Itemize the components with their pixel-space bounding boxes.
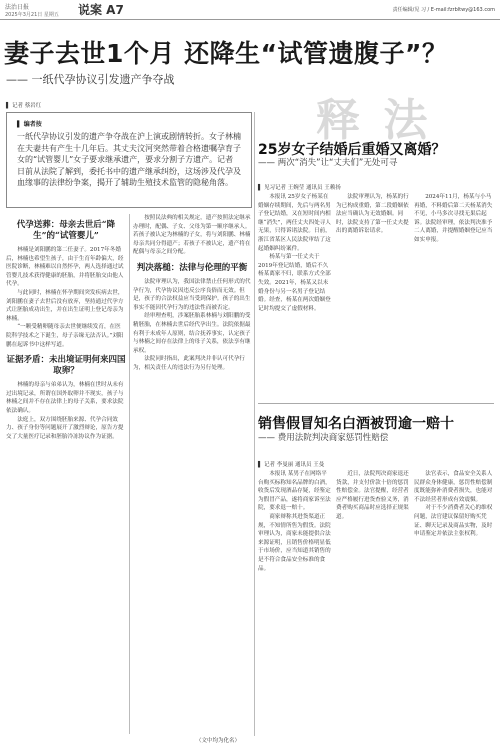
story3-column-1 bbox=[258, 470, 332, 736]
paragraph: 2024年11月，杨某与小马再婚，不料婚后第二天杨某消失不见，小马多次寻找无果后起诉。法院经审理，依法判决准予二人离婚，并提醒婚姻登记应当如实申报。 bbox=[414, 194, 493, 243]
paragraph: 法庭上，双方围绕胚胎来源、代孕合同效力、孩子身份等问题展开了激烈辩论，原告方提交了大量医疗记录和胚胎冷冻协议作为证据。 bbox=[6, 416, 124, 440]
main-headline: 妻子去世1个月 还降生“试管遗腹子”？ bbox=[4, 39, 448, 68]
article-column-1 bbox=[6, 214, 126, 736]
section-heading: 判决落槌：法律与伦理的平衡 bbox=[136, 262, 248, 273]
paragraph: 林楠是刘阳鹏的第二任妻子。2017年冬婚后，林楠也希望生孩子，由于生育年龄偏大，经医院诊断，林楠难以自然怀孕，两人选择通过试管婴儿技术获得健康的胚胎，并将胚胎交由他人代孕。 bbox=[6, 247, 124, 288]
paragraph: 本报讯 某男子在网络平台购买标称知名品牌的白酒，收货后发现酒品存疑，经鉴定为假冒产品，遂将商家诉至法院，要求退一赔十。 bbox=[258, 471, 331, 512]
paragraph: 法院审理认为，我国法律禁止任何形式的代孕行为，代孕协议因违反公序良俗而无效。但是，孩子的合法权益应当受到保护。孩子的出生事实不能因代孕行为的违法性而被否定。 bbox=[133, 278, 251, 311]
story3-column-2 bbox=[336, 470, 410, 736]
story3-headline: 销售假冒知名白酒被罚逾一赔十 bbox=[258, 416, 454, 432]
paragraph: 法官表示，食品安全关系人民群众身体健康，惩罚性赔偿制度既能弥补消费者损失，也能对不法经营者形成有效震慑。 bbox=[414, 471, 493, 503]
paragraph: 按照民法典的相关规定，遗产按照法定继承办理时，配偶、子女、父母为第一顺序继承人。若孩子被认定为林楠的子女，将与刘阳鹏、林楠母亲共同分得遗产；若孩子不被认定，遗产将在配偶与母亲之间分配。 bbox=[133, 215, 251, 256]
story2-column-1 bbox=[258, 193, 332, 399]
newspaper-name: 法治日报 bbox=[5, 4, 30, 11]
page-divider bbox=[254, 112, 255, 736]
editor-note-label: ▌ 编者按 bbox=[17, 121, 42, 128]
story3-byline: ▌ 记者 李曼丽 通讯员 王曼 bbox=[258, 462, 325, 468]
article-column-2 bbox=[133, 214, 251, 736]
paragraph: 经审理查明，涉案胚胎系林楠与刘阳鹏的受精胚胎，在林楠去世后经代孕出生。法院依据最有利于未成年人原则，结合抚养事实，认定孩子与林楠之间存在法律上的母子关系，依法享有继承权。 bbox=[133, 313, 251, 354]
editor-note-box bbox=[6, 112, 252, 208]
main-subheadline: —— 一纸代孕协议引发遗产争夺战 bbox=[6, 73, 175, 86]
paragraph: 本报讯 25岁女子杨某在婚姻存续期间，先后与两名男子登记结婚，又在短时间内相继“消失”，两任丈夫四处寻人无果，只得诉诸法院。日前，浙江省某区人民法院审结了这起婚姻纠纷案件。 bbox=[258, 194, 331, 252]
editor-note-text: 一纸代孕协议引发的遗产争夺战在沪上演或剧情转折。女子林楠在夫妻共有产生十几年后。其丈夫汶河突然带着合格遗嘱孕育子女的“试管婴儿”女子要求继承遗产，要求分割子方遗产。记者日前从法院了解到，委托书中的遗产继承纠纷，这场涉及代孕及血缘事的法律纷争案，揭开了辅助生殖技术监管的隐秘角落。 bbox=[17, 132, 241, 187]
paragraph: 林楠的母亲与弟弟认为，林楠在世时从未有过出境记录，所谓在国外取卵并不现实，孩子与林楠之间并不存在法律上的母子关系，要求法院依法确认。 bbox=[6, 382, 124, 414]
story2-byline: ▌ 见习记者 王婉莹 通讯员 王赖扬 bbox=[258, 185, 341, 191]
issue-date: 2025年3月21日 星期五 bbox=[5, 12, 59, 18]
paragraph: 法院同时指出，此案判决并非认可代孕行为，相关责任人的违法行为另行处理。 bbox=[133, 356, 245, 371]
story3-subheadline: —— 费用法院判决商家惩罚性赔偿 bbox=[258, 433, 389, 443]
section-heading: 证据矛盾：未出境证明何来四国取卵？ bbox=[6, 355, 126, 377]
paragraph: 商家辩称其进货渠道正规，不知情所售为假货。法院审理认为，商家未能提供合法来源证明，且销售价格明显低于市场价，应当知道其销售的是不符合食品安全标准的食品。 bbox=[258, 513, 331, 572]
paragraph: “一颗受精卵随母亲去世便继续发育，在医院科学技术之下诞生，母子亲缘无法否认。”刘阳鹏在起诉书中这样写道。 bbox=[6, 324, 124, 348]
page-header bbox=[0, 0, 500, 20]
story2-subheadline: —— 两次“消失”让“丈夫们”无处可寻 bbox=[258, 158, 398, 168]
column-divider bbox=[129, 214, 130, 734]
editor-contact: 责任编辑/见 习 / E-mail:fzrbltwy@163.com bbox=[392, 7, 495, 13]
section-heading: 代孕送葬：母亲去世后“降生”的“试管婴儿” bbox=[16, 220, 116, 241]
paragraph: 对于不少消费者关心的维权问题，法官建议保留好购买凭证、聊天记录及商品实物，及时申请鉴定并依法主张权利。 bbox=[414, 505, 493, 538]
story3-column-3 bbox=[414, 470, 494, 736]
watermark-title: 释 法 bbox=[316, 95, 432, 146]
story2-headline: 25岁女子结婚后重婚又离婚？ bbox=[258, 142, 446, 158]
main-byline: ▌ 记者 蔡岩红 bbox=[6, 103, 42, 109]
paragraph: 法院审理认为，杨某的行为已构成重婚，第二段婚姻依法应当确认为无效婚姻。同时，法院支持了第一任丈夫提出的离婚诉讼请求。 bbox=[336, 194, 409, 235]
story-divider bbox=[258, 403, 494, 404]
story2-column-3 bbox=[414, 193, 494, 399]
story2-column-2 bbox=[336, 193, 410, 399]
closing-note: （文中均为化名） bbox=[196, 738, 241, 744]
paragraph: 与此同时，林楠在怀孕期间突发疾病去世，刘阳鹏在妻子去世后没有放弃，坚持通过代孕方式让胚胎成功出生，并在出生证明上登记母亲为林楠。 bbox=[6, 289, 124, 322]
section-title: 说案 A7 bbox=[78, 3, 124, 17]
paragraph: 杨某与第一任丈夫于2019年登记结婚，婚后不久杨某离家不归，联系方式全部失效。2021年，杨某又以未婚身份与另一名男子登记结婚。经查，杨某在两次婚姻登记时均提交了虚假材料。 bbox=[258, 254, 331, 312]
paragraph: 近日，法院判决商家退还货款，并支付价款十倍的惩罚性赔偿金。法官提醒，经营者应严格履行进货查验义务，消费者购买商品时应选择正规渠道。 bbox=[336, 471, 409, 520]
